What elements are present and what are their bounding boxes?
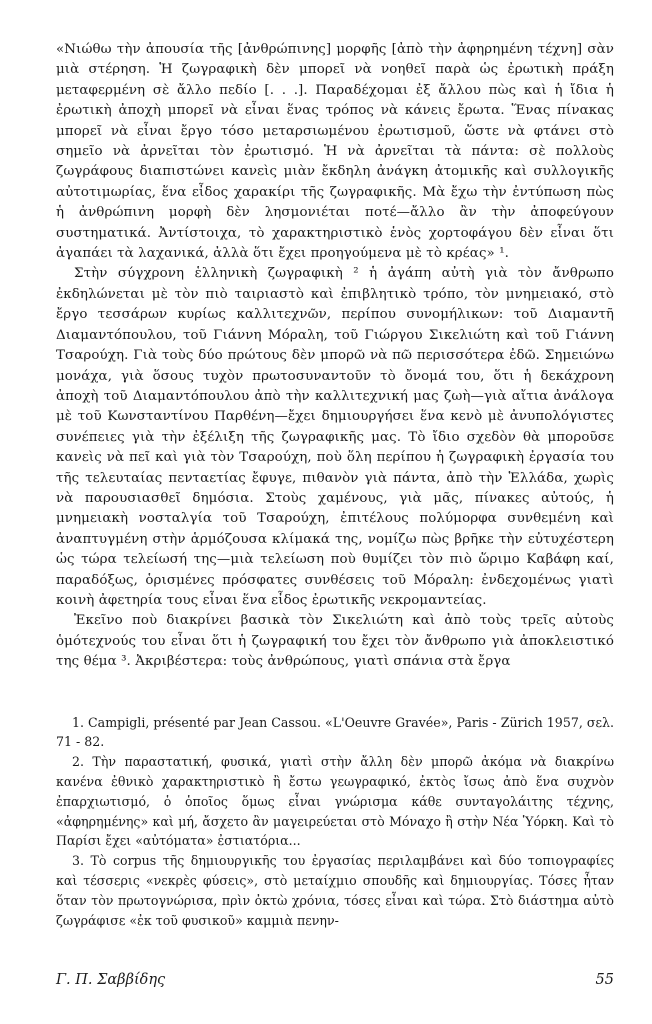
- page: [56, 40, 614, 930]
- footnote-1: 1. Campigli, présenté par Jean Cassou. «L'Oeuvre Gravée», Paris - Zürich 1957, σελ. 71 - 82.: [56, 714, 614, 750]
- running-footer-author: Γ. Π. Σαββίδης: [56, 972, 166, 988]
- body-paragraph-quote: «Νιώθω τὴν ἀπουσία τῆς [ἀνθρώπινης] μορφῆς [ἀπὸ τὴν ἀφηρημένη τέχνη] σὰν μιὰ στέρηση. Ἡ ζωγραφικὴ δὲν μπορεῖ νὰ νοηθεῖ παρὰ ὡς ἐρωτικὴ πράξη μεταφερμένη σὲ ἄλλο πεδίο [. . .]. Παραδέχομαι ἐξ ἄλλου πὼς καὶ ἡ ἴδια ἡ ἐρωτικὴ ἀποχὴ μπορεῖ νὰ εἶναι ἕνας τρόπος νὰ κάνεις ἔρωτα. Ἕνας πίνακας μπορεῖ νὰ εἶναι ἔργο τόσο μεταρσιωμένου ἐρωτισμοῦ, ὥστε νὰ φτάνει στὸ σημεῖο νὰ ἀρνεῖται τὸν ἐρωτισμό. Ἡ νὰ ἀρνεῖται τὰ πάντα: σὲ πολλοὺς ζωγράφους διαπιστώνει κανεὶς μιὰν ἔκδηλη ἀνάγκη ἀτομικῆς καὶ συλλογικῆς αὐτοτιμωρίας, ἕνα εἶδος χαρακίρι τῆς ζωγραφικῆς. Μὰ ἔχω τὴν ἐντύπωση πὼς ἡ ἀνθρώπινη μορφὴ δὲν λησμονιέται ποτέ—ἄλλο ἂν τὴν ἀποφεύγουν συστηματικά. Ἀντίστοιχα, τὸ χαρακτηριστικὸ ἑνὸς χορτοφάγου δὲν εἶναι ὅτι ἀγαπάει τὰ λαχανικά, ἀλλὰ ὅτι ἔχει προηγούμενα μὲ τὸ κρέας» ¹.: [56, 42, 614, 262]
- footnote-3: 3. Τὸ corpus τῆς δημιουργικῆς του ἐργασίας περιλαμβάνει καὶ δύο τοπιογραφίες καὶ τέσσερις «νεκρὲς φύσεις», στὸ μεταίχμιο σπουδῆς καὶ δημιουργίας. Τόσες ἦταν ὅταν τὸν πρωτογνώρισα, πρὶν ὀκτὼ χρόνια, τόσες εἶναι καὶ τώρα. Στὸ διάστημα αὐτὸ ζωγράφισε «ἐκ τοῦ φυσικοῦ» καμμιὰ πενην-: [56, 853, 614, 928]
- footnotes: [56, 713, 614, 931]
- page-number: 55: [595, 972, 614, 988]
- body-text: [56, 40, 614, 673]
- body-paragraph: Ἐκεῖνο ποὺ διακρίνει βασικὰ τὸν Σικελιώτη καὶ ἀπὸ τοὺς τρεῖς αὐτοὺς ὁμότεχνούς του εἶναι ὅτι ἡ ζωγραφική του ἔχει τὸν ἄνθρωπο γιὰ ἀποκλειστικό της θέμα ³. Ἀκριβέστερα: τοὺς ἀνθρώπους, γιατὶ σπάνια στὰ ἔργα: [56, 613, 614, 670]
- footnote-2: 2. Τὴν παραστατική, φυσικά, γιατὶ στὴν ἄλλη δὲν μπορῶ ἀκόμα νὰ διακρίνω κανένα ἐθνικὸ χαρακτηριστικὸ ἢ ἔστω γεωγραφικό, ἐκτὸς ἴσως ἀπὸ ἕνα συχνὸν ἐπαρχιωτισμό, ὁ ὁποῖος ὅμως εἶναι γνώρισμα κάθε συνταγολάιτης τέχνης, «ἀφηρημένης» καὶ μή, ἄσχετο ἂν μαγειρεύεται στὸ Μόναχο ἢ στὴν Νέα Ὑόρκη. Καὶ τὸ Παρίσι ἔχει «αὐτόματα» ἐστιατόρια...: [56, 754, 614, 849]
- body-paragraph: Στὴν σύγχρονη ἑλληνικὴ ζωγραφικὴ ² ἡ ἀγάπη αὐτὴ γιὰ τὸν ἄνθρωπο ἐκδηλώνεται μὲ τὸν πιὸ ταιριαστὸ καὶ ἐπιβλητικὸ τρόπο, τὸν μνημειακό, στὸ ἔργο τεσσάρων κυρίως καλλιτεχνῶν, περίπου συνομήλικων: τοῦ Διαμαντῆ Διαμαντόπουλου, τοῦ Γιάννη Μόραλη, τοῦ Γιώργου Σικελιώτη καὶ τοῦ Γιάννη Τσαρούχη. Γιὰ τοὺς δύο πρώτους δὲν μπορῶ νὰ πῶ περισσότερα ἐδῶ. Σημειώνω μονάχα, γιὰ ὅσους τυχὸν πρωτοσυναντοῦν τὸ ὄνομά του, ὅτι ἡ δεκάχρονη ἀποχὴ τοῦ Διαμαντόπουλου ἀπὸ τὴν καλλιτεχνική μας ζωὴ—γιὰ αἴτια ἀνάλογα μὲ τοῦ Κωνσταντίνου Παρθένη—ἔχει δημιουργήσει ἕνα κενὸ μὲ ἀνυπολόγιστες συνέπειες γιὰ τὴν ἐξέλιξη τῆς ζωγραφικῆς μας. Τὸ ἴδιο σχεδὸν θὰ μποροῦσε κανεὶς νὰ πεῖ καὶ γιὰ τὸν Τσαρούχη, ποὺ ὅλη περίπου ἡ ζωγραφικὴ ἐργασία του τῆς τελευταίας πενταετίας ἔφυγε, πιθανὸν γιὰ πάντα, ἀπὸ τὴν Ἑλλάδα, χωρὶς νὰ παρουσιασθεῖ δημόσια. Στοὺς χαμένους, γιὰ μᾶς, πίνακες αὐτούς, ἡ μνημειακὴ νοσταλγία τοῦ Τσαρούχη, ἐπιτέλους πολύμορφα συνθεμένη καὶ ἀναπτυγμένη στὴν ἁρμόζουσα κλίμακά της, νομίζω πὼς βρῆκε τὴν εὐτυχέστερη ὡς τώρα τελείωσή της—μιὰ τελείωση ποὺ θυμίζει τὸν πιὸ ὥριμο Καβάφη καί, παραδόξως, ὁρισμένες πρόσφατες συνθέσεις τοῦ Μόραλη: ἐνδεχομένως γιατὶ κοινὴ ἀφετηρία τους εἶναι ἕνα εἶδος ἐρωτικῆς νεκρομαντείας.: [56, 266, 614, 608]
